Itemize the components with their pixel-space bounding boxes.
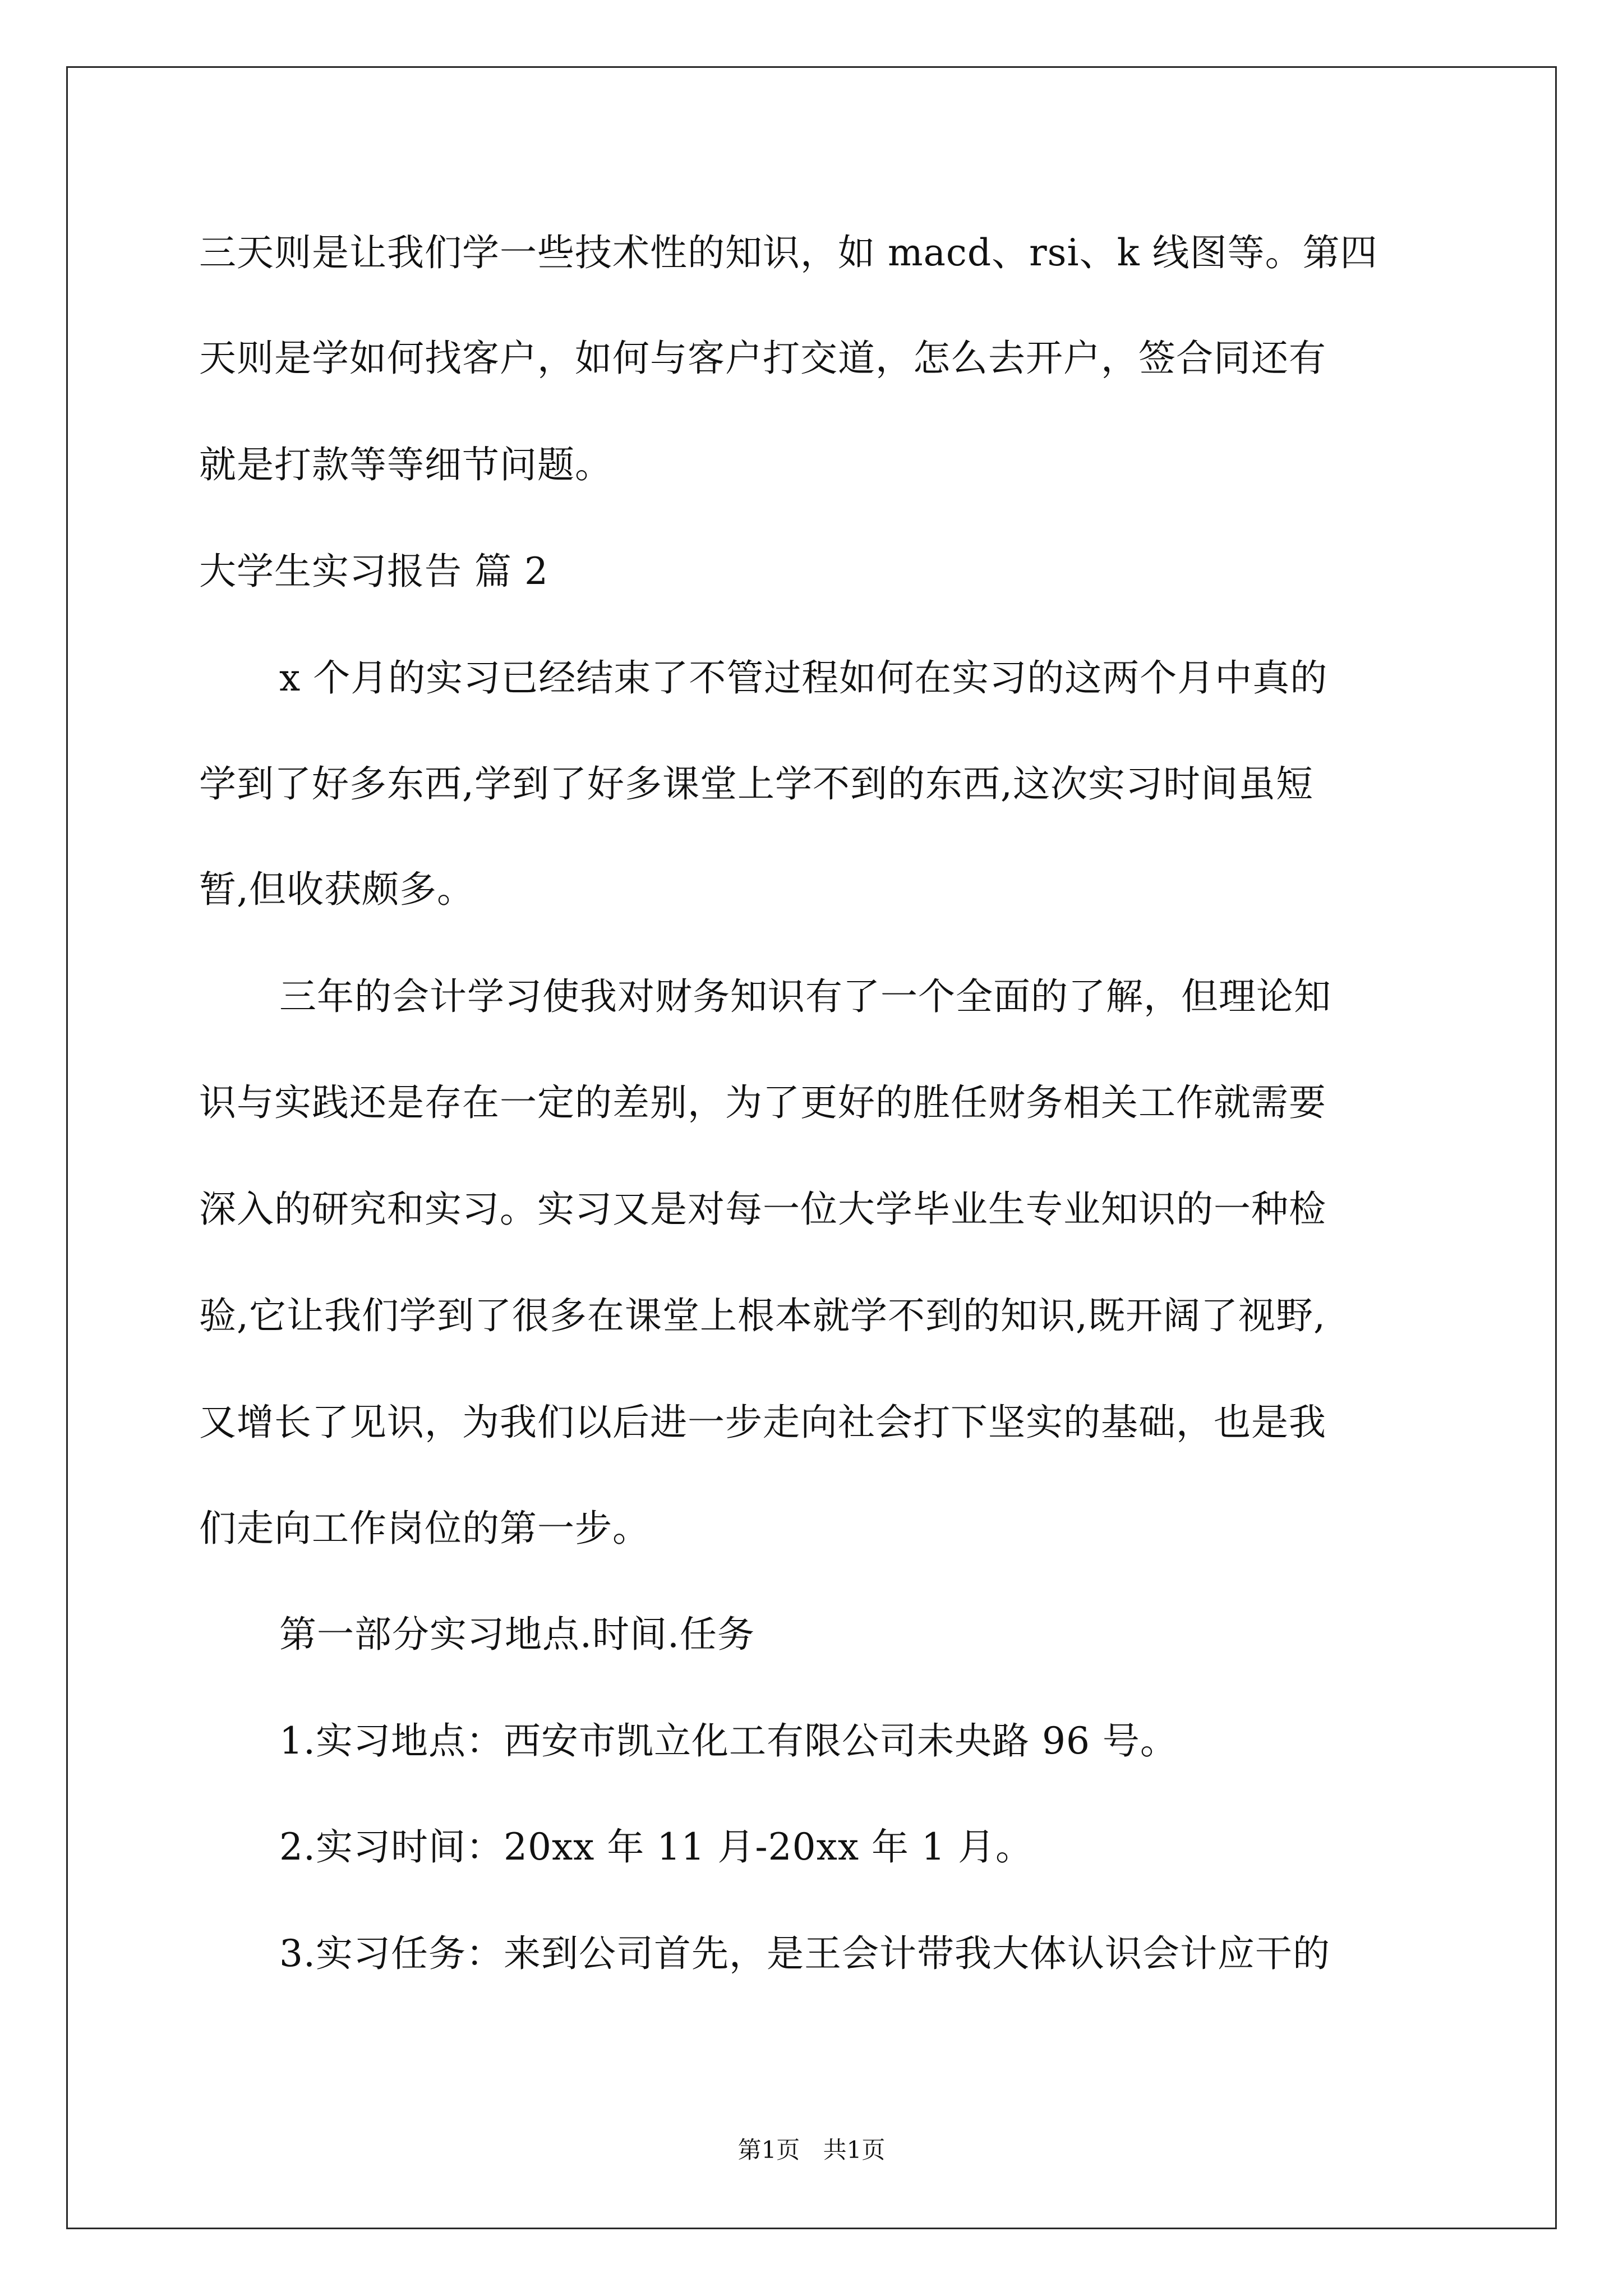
paragraph-2-line-3: 暂,但收获颇多。 <box>199 868 474 911</box>
list-item-task: 3.实习任务：来到公司首先，是王会计带我大体认识会计应干的 <box>279 1932 1330 1975</box>
list-item-time: 2.实习时间：20xx 年 11 月-20xx 年 1 月。 <box>279 1825 1033 1869</box>
section-heading: 大学生实习报告 篇 2 <box>199 550 548 593</box>
paragraph-1-line-2: 天则是学如何找客户，如何与客户打交道，怎么去开户，签合同还有 <box>199 337 1326 380</box>
page-border <box>66 66 1557 2229</box>
paragraph-2-line-2: 学到了好多东西,学到了好多课堂上学不到的东西,这次实习时间虽短 <box>199 762 1313 806</box>
page-number-total: 共1页 <box>823 2136 886 2164</box>
part-heading: 第一部分实习地点.时间.任务 <box>279 1613 755 1656</box>
page-number-current: 第1页 <box>737 2136 800 2164</box>
list-item-location: 1.实习地点：西安市凯立化工有限公司未央路 96 号。 <box>279 1719 1178 1763</box>
paragraph-3-line-4: 验,它让我们学到了很多在课堂上根本就学不到的知识,既开阔了视野, <box>199 1294 1326 1337</box>
paragraph-3-line-6: 们走向工作岗位的第一步。 <box>199 1507 650 1550</box>
page-footer <box>0 2132 1623 2165</box>
paragraph-3-line-5: 又增长了见识，为我们以后进一步走向社会打下坚实的基础，也是我 <box>199 1401 1326 1444</box>
paragraph-3-line-3: 深入的研究和实习。实习又是对每一位大学毕业生专业知识的一种检 <box>199 1188 1326 1231</box>
paragraph-1-line-3: 就是打款等等细节问题。 <box>199 443 612 486</box>
paragraph-3-line-2: 识与实践还是存在一定的差别，为了更好的胜任财务相关工作就需要 <box>199 1081 1326 1124</box>
paragraph-2-line-1: x 个月的实习已经结束了不管过程如何在实习的这两个月中真的 <box>279 656 1328 700</box>
paragraph-1-line-1: 三天则是让我们学一些技术性的知识，如 macd、rsi、k 线图等。第四 <box>199 231 1378 274</box>
paragraph-3-line-1: 三年的会计学习使我对财务知识有了一个全面的了解，但理论知 <box>279 975 1331 1018</box>
